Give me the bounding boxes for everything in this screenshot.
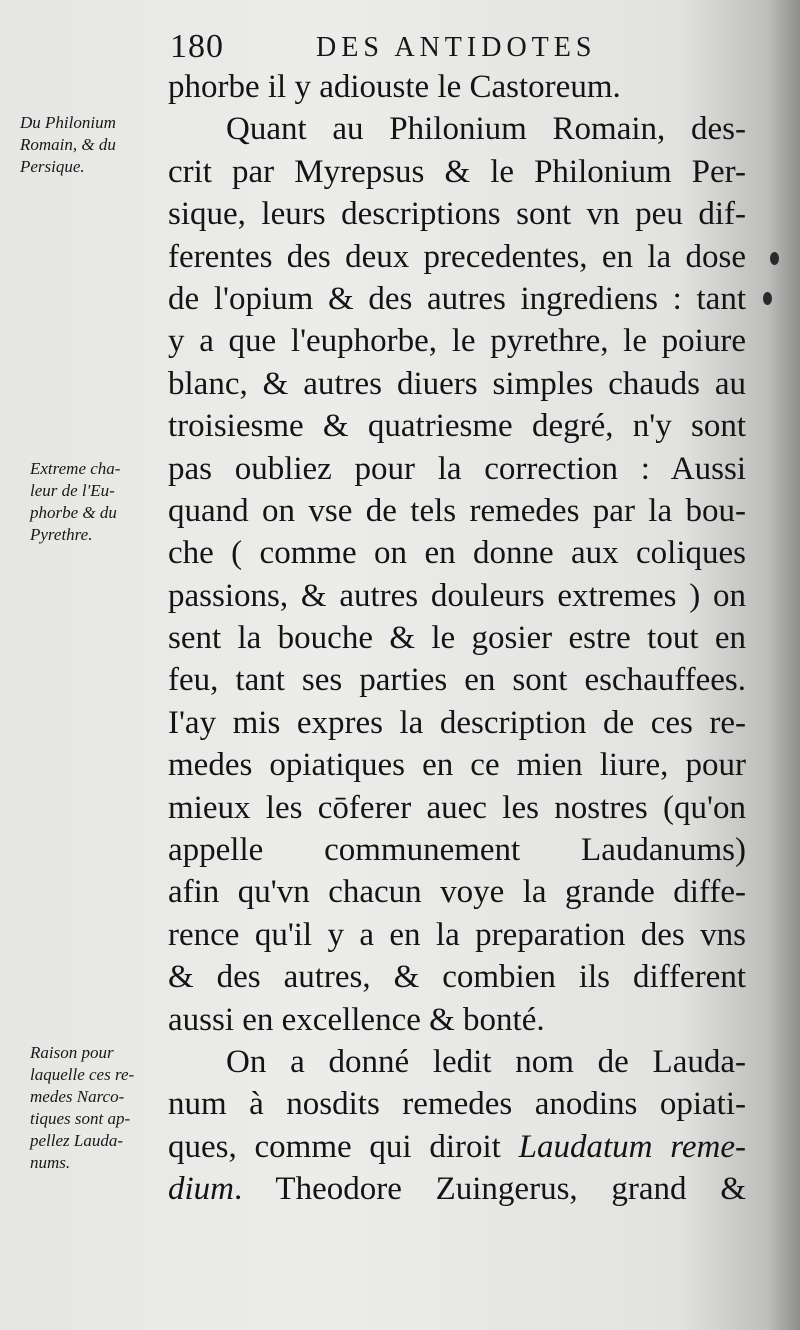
text-line: phorbe il y adiouste le Castoreum. xyxy=(168,69,621,105)
margin-note-philonium xyxy=(20,112,116,178)
text-line: pas oubliez pour la correction : Aussi xyxy=(168,450,746,487)
binding-hole-dot xyxy=(770,252,779,265)
text-line: appelle communement Laudanums) xyxy=(168,832,746,869)
binding-hole-dot xyxy=(763,292,772,305)
margin-note-line: Romain, & du xyxy=(20,135,116,154)
margin-note-raison xyxy=(30,1042,134,1174)
margin-note-extreme-chaleur xyxy=(30,458,120,546)
text-line: I'ay mis expres la description de ces re- xyxy=(168,704,746,741)
margin-note-line: Raison pour xyxy=(30,1043,114,1062)
margin-note-line: pellez Lauda- xyxy=(30,1131,124,1150)
text-line: quand on vse de tels remedes par la bou- xyxy=(168,492,746,529)
text-line: aussi en excellence & bonté. xyxy=(168,1001,545,1038)
italic-phrase: dium xyxy=(168,1171,234,1208)
text-line: afin qu'vn chacun voye la grande diffe- xyxy=(168,874,746,911)
text-line: crit par Myrepsus & le Philonium Per- xyxy=(168,153,746,190)
margin-note-line: laquelle ces re- xyxy=(30,1065,135,1084)
text-line: feu, tant ses parties en sont eschauffees. xyxy=(168,662,746,699)
text-line: ferentes des deux precedentes, en la dose xyxy=(168,238,746,275)
margin-note-line: nums. xyxy=(30,1153,71,1172)
text-line: mieux les cōferer auec les nostres (qu'on xyxy=(168,789,746,826)
margin-note-line: medes Narco- xyxy=(30,1087,125,1106)
text-line: Quant au Philonium Romain, des- xyxy=(226,111,746,148)
text-segment: . Theodore Zuingerus, grand & xyxy=(234,1171,746,1208)
text-line: troisiesme & quatriesme degré, n'y sont xyxy=(168,408,746,445)
running-head: DES ANTIDOTES xyxy=(316,32,597,63)
text-line: sent la bouche & le gosier estre tout en xyxy=(168,620,746,657)
margin-note-line: leur de l'Eu- xyxy=(30,481,115,500)
text-line xyxy=(168,1168,746,1210)
body-text xyxy=(168,66,746,1211)
text-line: passions, & autres douleurs extremes ) on xyxy=(168,577,746,614)
text-line: y a que l'euphorbe, le pyrethre, le poiure xyxy=(168,323,746,360)
text-line: sique, leurs descriptions sont vn peu dif- xyxy=(168,196,746,233)
margin-note-line: tiques sont ap- xyxy=(30,1109,131,1128)
text-line: num à nosdits remedes anodins opiati- xyxy=(168,1086,746,1123)
text-line xyxy=(168,1126,746,1168)
text-line: medes opiatiques en ce mien liure, pour xyxy=(168,747,746,784)
margin-note-line: phorbe & du xyxy=(30,503,117,522)
margin-note-line: Du Philonium xyxy=(20,113,116,132)
margin-note-line: Extreme cha- xyxy=(30,459,121,478)
italic-phrase: Laudatum reme- xyxy=(518,1128,746,1165)
text-line: & des autres, & combien ils different xyxy=(168,959,746,996)
text-line: che ( comme on en donne aux coliques xyxy=(168,535,746,572)
page-number: 180 xyxy=(170,28,224,65)
margin-note-line: Persique. xyxy=(20,157,85,176)
text-line: de l'opium & des autres ingrediens : tant xyxy=(168,280,746,317)
text-segment: ques, comme qui diroit xyxy=(168,1128,519,1165)
margin-note-line: Pyrethre. xyxy=(30,525,93,544)
text-line: rence qu'il y a en la preparation des vns xyxy=(168,916,746,953)
text-line: blanc, & autres diuers simples chauds au xyxy=(168,365,746,402)
text-line: On a donné ledit nom de Lauda- xyxy=(226,1043,746,1080)
